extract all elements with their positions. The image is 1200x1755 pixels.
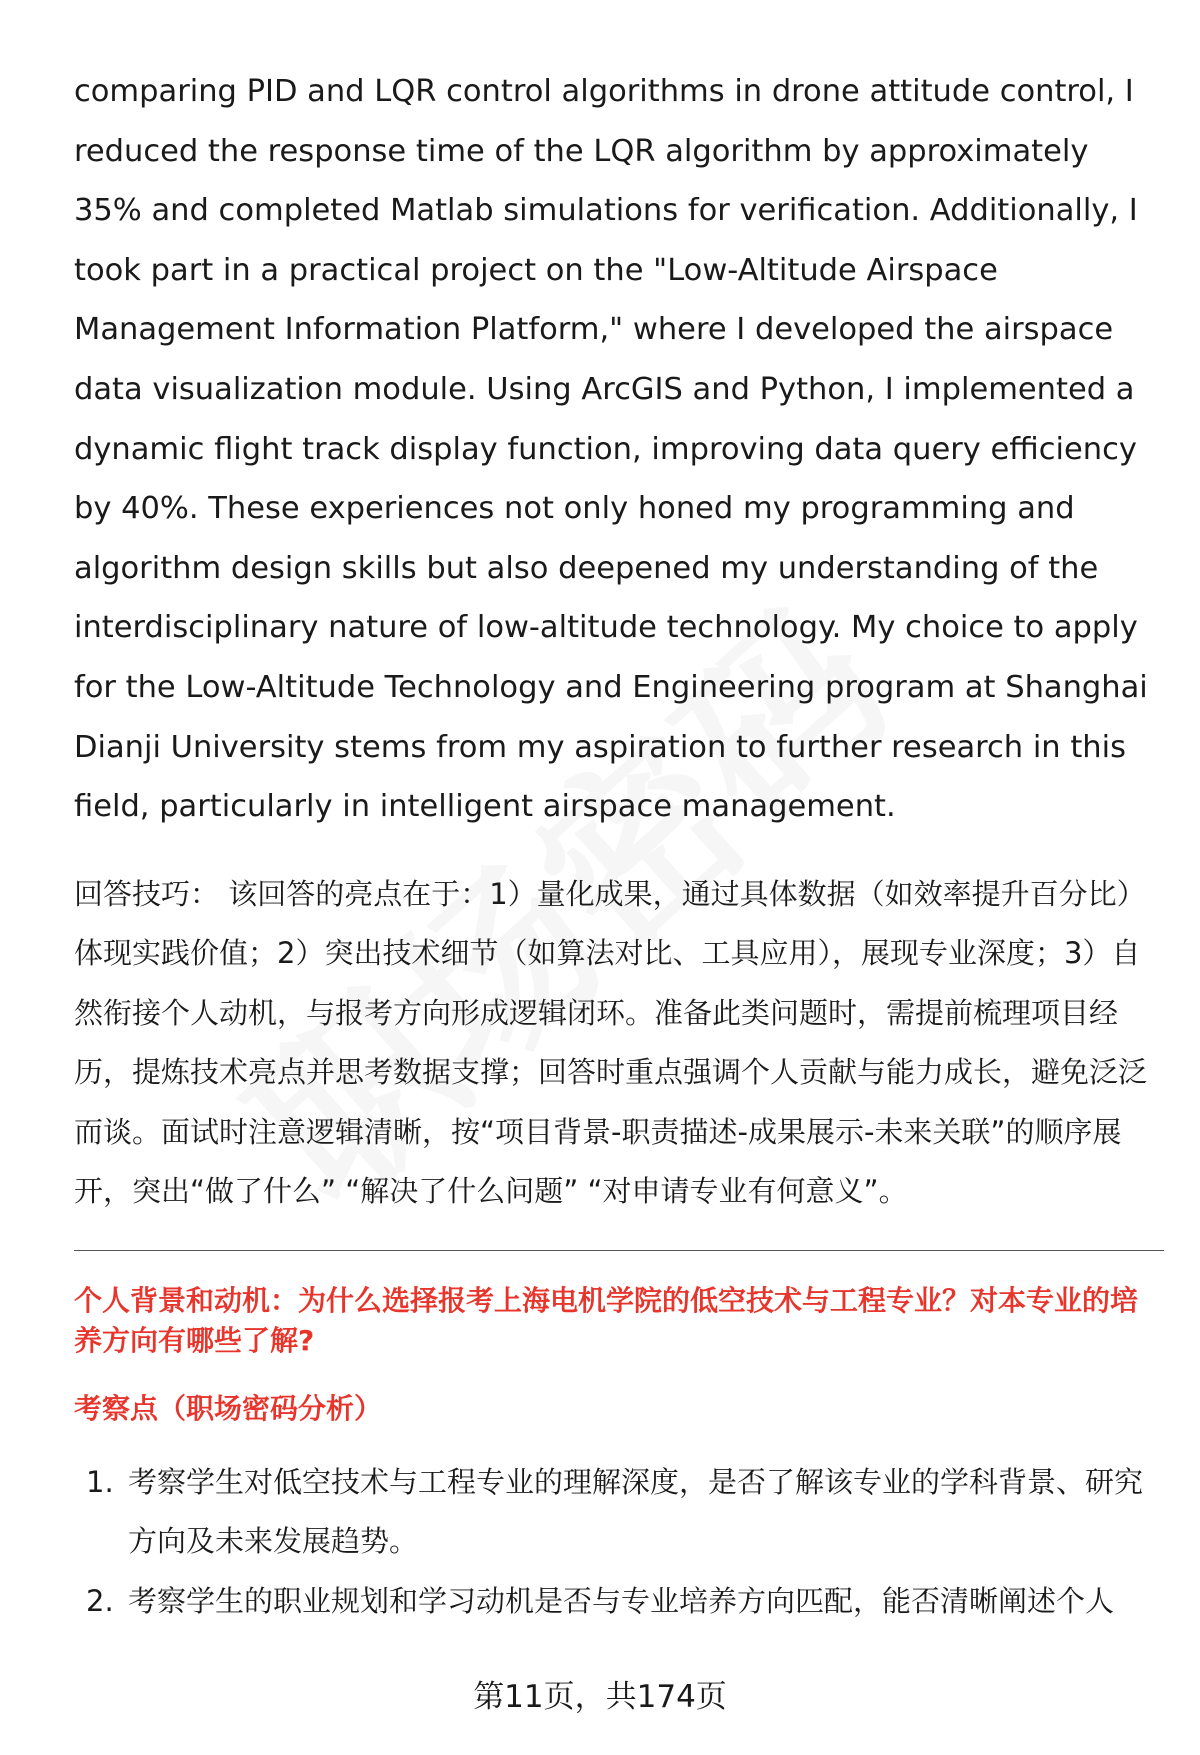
list-item: [74, 1453, 1164, 1572]
assessment-points-heading: 考察点（职场密码分析）: [74, 1391, 383, 1425]
list-item-number: 1.: [86, 1464, 114, 1499]
answer-paragraph: comparing PID and LQR control algorithms in drone attitude control, I reduced the response time of the LQR algorithm by approximately 35% and completed Matlab simulations for verification. Additionally, I took part in a practical project on the "Low-Altitude Airspace Management Information Platform," where I developed the airspace data visualization module. Using ArcGIS and Python, I implemented a dynamic flight track display function, improving data query efficiency by 40%. These experiences not only honed my programming and algorithm design skills but also deepened my understanding of the interdisciplinary nature of low-altitude technology. My choice to apply for the Low-Altitude Technology and Engineering program at Shanghai Dianji University stems from my aspiration to further research in this field, particularly in intelligent airspace management.: [74, 74, 1148, 825]
list-item-text: 考察学生的职业规划和学习动机是否与专业培养方向匹配，能否清晰阐述个人: [128, 1583, 1115, 1618]
assessment-points-list: [74, 1453, 1164, 1632]
section-divider: [74, 1250, 1164, 1251]
document-page: [74, 62, 1164, 1631]
answer-tip-paragraph: 回答技巧： 该回答的亮点在于：1）量化成果，通过具体数据（如效率提升百分比）体现实践价值；2）突出技术细节（如算法对比、工具应用），展现专业深度；3）自然衔接个人动机，与报考方向形成逻辑闭环。准备此类问题时，需提前梳理项目经历，提炼技术亮点并思考数据支撑；回答时重点强调个人贡献与能力成长，避免泛泛而谈。面试时注意逻辑清晰，按“项目背景-职责描述-成果展示-未来关联”的顺序展开，突出“做了什么” “解决了什么问题” “对申请专业有何意义”。: [74, 876, 1148, 1209]
question-heading: 个人背景和动机：为什么选择报考上海电机学院的低空技术与工程专业？对本专业的培养方向有哪些了解?: [74, 1283, 1139, 1357]
list-item: [74, 1572, 1164, 1632]
list-item-text: 考察学生对低空技术与工程专业的理解深度，是否了解该专业的学科背景、研究方向及未来发展趋势。: [128, 1464, 1144, 1559]
list-item-number: 2.: [86, 1583, 114, 1618]
page-number-footer: 第11页，共174页: [0, 1675, 1200, 1719]
